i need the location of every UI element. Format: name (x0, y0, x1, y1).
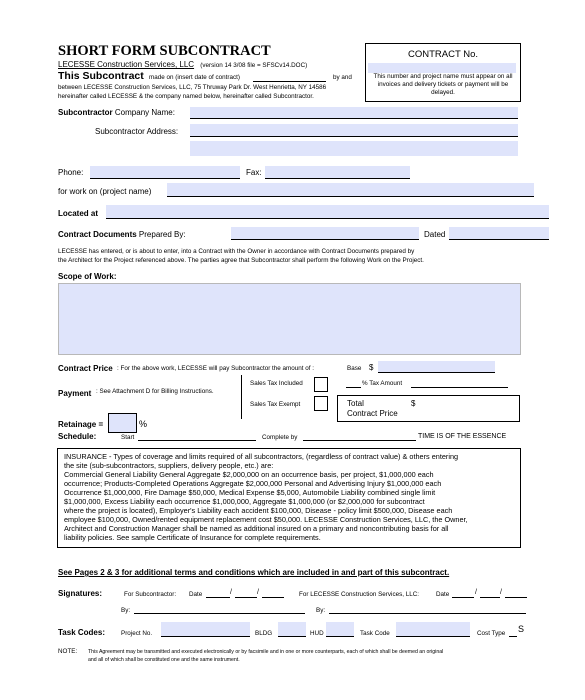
insurance-line: occurrence; Products-Completed Operations Aggregate $2,000,000 Personal and Advertising Injury $1,000,000 each (64, 479, 442, 488)
insurance-line: Occurrence $1,000,000, Fire Damage $50,000, Medical Expense $5,000, Automobile Liability combined single limit (64, 488, 436, 497)
lecesse-date-slash-1: / (475, 589, 477, 596)
subcontractor-company-field[interactable] (190, 107, 518, 119)
insurance-box (57, 448, 521, 548)
prepared-by-label: Prepared By: (138, 230, 186, 239)
note-label: NOTE: (58, 648, 78, 655)
hud-label: HUD (310, 630, 324, 637)
base-amount-field[interactable] (378, 361, 495, 373)
fax-field[interactable] (265, 166, 410, 179)
subcontractor-company-label (58, 108, 175, 117)
time-essence-text: TIME IS OF THE ESSENCE (418, 433, 507, 440)
note-line1: This Agreement may be transmitted and executed electronically or by facsimile and in one or more counterparts, each of which shall be deemed an original (88, 649, 444, 655)
company-name-label: Company Name: (114, 108, 175, 117)
complete-by-line[interactable] (303, 440, 416, 441)
made-on-date-line[interactable] (253, 81, 326, 82)
sub-date-label: Date (189, 591, 203, 598)
note-line2: and all of which shall be constituted one and the same instrument. (88, 657, 240, 663)
schedule-label: Schedule: (58, 432, 97, 441)
sub-date-day-line[interactable] (235, 597, 257, 598)
contract-number-field[interactable] (368, 63, 516, 73)
subcontractor-address-field-2[interactable] (190, 141, 518, 156)
base-label: Base (347, 365, 362, 372)
work-on-label: for work on (project name) (58, 187, 152, 196)
project-name-field[interactable] (167, 183, 534, 197)
lecesse-signature-line[interactable] (329, 613, 526, 614)
retainage-percent: % (139, 419, 148, 429)
agreement-line2: the Architect for the Project referenced above. The parties agree that Subcontractor shall perform the following Work on the Project. (58, 257, 424, 264)
contract-documents-label: Contract Documents (58, 230, 137, 239)
insurance-line: INSURANCE - Types of coverage and limits required of all subcontractors, (regardless of contract value) & others entering (64, 452, 459, 461)
prepared-by-field[interactable] (231, 227, 419, 240)
insurance-line: employee $100,000, Owned/rented equipment replacement cost $50,000. LECESSE Construction Services, LLC, the Owner, (64, 515, 468, 524)
payment-text: : See Attachment D for Billing Instructions. (96, 388, 214, 395)
start-label: Start (121, 434, 135, 441)
hereinafter-line: hereinafter called LECESSE & the company named below, hereinafter called Subcontractor. (58, 93, 314, 100)
lecesse-date-slash-2: / (500, 589, 502, 596)
hud-field[interactable] (326, 622, 354, 637)
task-code-field[interactable] (396, 622, 470, 637)
phone-label: Phone: (58, 168, 84, 177)
subcontractor-label-bold: Subcontractor (58, 108, 113, 117)
task-code-label: Task Code (360, 630, 390, 637)
payment-divider (241, 375, 242, 419)
sales-tax-included-label: Sales Tax Included (250, 380, 303, 387)
by-and-label: by and (333, 74, 352, 81)
subcontractor-signature-line[interactable] (134, 613, 305, 614)
contract-note-line2: invoices and delivery tickets or payment will be (377, 81, 509, 88)
lecesse-date-day-line[interactable] (480, 597, 500, 598)
project-no-field[interactable] (161, 622, 250, 637)
total-label: Total (347, 399, 364, 408)
tax-amount-line[interactable] (411, 387, 508, 388)
company-name: LECESSE Construction Services, LLC (58, 60, 195, 69)
bldg-field[interactable] (278, 622, 306, 637)
total-contract-price-label: Contract Price (347, 409, 398, 418)
made-on-label: made on (insert date of contract) (149, 74, 241, 81)
subcontractor-address-field-1[interactable] (190, 124, 518, 137)
contract-note-line1: This number and project name must appear on all (373, 73, 513, 80)
insurance-line: Architect and Construction Manager shall be named as additional insured on a primary and noncontributing basis for all (64, 524, 449, 533)
base-dollar: $ (369, 363, 374, 372)
scope-of-work-label: Scope of Work: (58, 272, 117, 281)
contract-number-title: CONTRACT No. (407, 49, 479, 60)
this-subcontract-label: This Subcontract (58, 70, 144, 82)
sales-tax-exempt-checkbox[interactable] (314, 396, 328, 411)
document-title: SHORT FORM SUBCONTRACT (58, 43, 271, 59)
contract-number-box (365, 43, 521, 102)
lecesse-date-year-line[interactable] (505, 597, 527, 598)
contract-note-line3: delayed. (431, 89, 455, 96)
insurance-line: where the project is located), Employer's Liability each accident $100,000, Disease - policy limit $500,000, Disease each (64, 506, 453, 515)
sub-date-slash-2: / (257, 589, 259, 596)
cost-type-symbol: S (518, 624, 525, 634)
phone-field[interactable] (90, 166, 240, 179)
cost-type-line[interactable] (509, 636, 517, 637)
lecesse-by-label: By: (316, 607, 326, 614)
start-date-line[interactable] (138, 440, 256, 441)
sub-date-slash-1: / (230, 589, 232, 596)
lecesse-date-label: Date (436, 591, 450, 598)
scope-of-work-field[interactable] (58, 283, 521, 355)
for-lecesse-label: For LECESSE Construction Services, LLC: (299, 591, 420, 598)
sales-tax-exempt-label: Sales Tax Exempt (250, 401, 301, 408)
sales-tax-included-checkbox[interactable] (314, 377, 328, 392)
insurance-line: the site (sub-subcontractors, suppliers, delivery people, etc.) are: (64, 461, 274, 470)
tax-amount-label: % Tax Amount (362, 380, 403, 387)
contract-documents-row (58, 230, 186, 239)
sub-date-month-line[interactable] (206, 597, 230, 598)
total-contract-price-box (337, 395, 520, 422)
location-field[interactable] (106, 205, 549, 219)
version-text: (version 14 3/08 file = SFSCv14.DOC) (200, 62, 308, 69)
company-line (58, 60, 307, 69)
tax-percent-line[interactable] (346, 387, 361, 388)
subcontractor-address-label: Subcontractor Address: (95, 127, 179, 136)
insurance-line: $1,000,000, Excess Liability each occurrence $1,000,000, Aggregate $1,000,000 (or $2,000,000 for subcontract (64, 497, 425, 506)
see-pages-note: See Pages 2 & 3 for additional terms and conditions which are included in and part of this subcontract. (58, 568, 450, 577)
dated-label: Dated (424, 230, 446, 239)
signatures-label: Signatures: (58, 589, 103, 598)
sub-date-year-line[interactable] (262, 597, 284, 598)
payment-label: Payment (58, 389, 92, 398)
between-line: between LECESSE Construction Services, LLC, 75 Thruway Park Dr. West Henrietta, NY 14586 (58, 84, 327, 91)
dated-field[interactable] (449, 227, 549, 240)
for-subcontractor-label: For Subcontractor: (124, 591, 177, 598)
project-no-label: Project No. (121, 630, 153, 637)
retainage-label: Retainage = (58, 420, 104, 429)
fax-label: Fax: (246, 168, 262, 177)
task-codes-label: Task Codes: (58, 628, 105, 637)
agreement-line1: LECESSE has entered, or is about to enter, into a Contract with the Owner in accordance with Contract Documents prepared by (58, 248, 415, 255)
cost-type-label: Cost Type (477, 630, 506, 637)
total-dollar: $ (411, 399, 416, 408)
contract-price-text: : For the above work, LECESSE will pay Subcontractor the amount of : (117, 365, 315, 372)
located-at-label: Located at (58, 209, 99, 218)
complete-by-label: Complete by (262, 434, 298, 441)
bldg-label: BLDG (255, 630, 273, 637)
insurance-line: liability policies. See sample Certificate of Insurance for complete requirements. (64, 533, 321, 542)
insurance-line: Commercial General Liability General Aggregate $2,000,000 on an occurrence basis, per project, $1,000,000 each (64, 470, 434, 479)
sub-by-label: By: (121, 607, 131, 614)
contract-price-label: Contract Price (58, 364, 113, 373)
lecesse-date-month-line[interactable] (452, 597, 474, 598)
retainage-field[interactable] (108, 413, 137, 433)
